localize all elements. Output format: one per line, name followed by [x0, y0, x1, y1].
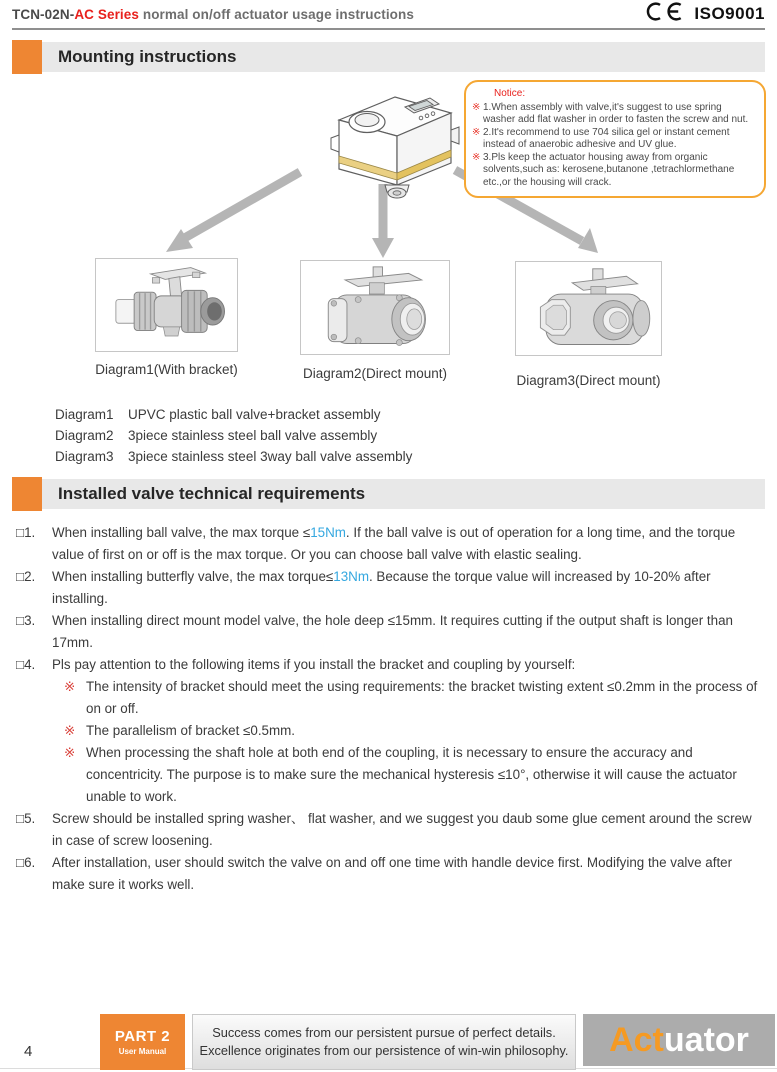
description-row: Diagram1 UPVC plastic ball valve+bracket assembly: [55, 407, 381, 422]
title-rest: normal on/off actuator usage instructions: [139, 6, 414, 22]
sub-list-item: ※ The intensity of bracket should meet the using requirements: the bracket twisting extent ≤0.2mm in the process of on or off.: [64, 676, 763, 720]
reference-mark-icon: ※: [472, 101, 481, 113]
checkbox-marker: □1.: [16, 525, 36, 540]
section-accent-square: [12, 40, 42, 74]
notice-box: [464, 80, 766, 198]
list-item: □5. Screw should be installed spring washer、 flat washer, and we suggest you daub some glue cement around the screw in case of screw loosening.: [16, 808, 763, 852]
actuator-image: [317, 80, 465, 205]
checkbox-marker: □6.: [16, 855, 36, 870]
part-sublabel: User Manual: [118, 1047, 167, 1056]
page-header: [12, 0, 765, 30]
notice-item: ※ 3.Pls keep the actuator housing away from organic solvents,such as: kerosene,butanone ,tetrachlormethane etc.,or the housing will crack.: [472, 151, 735, 188]
diagram2-box: [300, 260, 450, 355]
list-item: □2. When installing butterfly valve, the max torque≤13Nm. Because the torque value will increased by 10-20% after installing.: [16, 566, 763, 610]
valve1-image: [102, 263, 232, 347]
diagram2-label: Diagram2(Direct mount): [302, 366, 448, 381]
valve3-image: [522, 266, 656, 352]
part-badge: [100, 1014, 185, 1070]
model-code: TCN-02N-: [12, 6, 75, 22]
reference-mark-icon: ※: [64, 745, 76, 760]
slogan-line1: Success comes from our persistent pursue of perfect details.: [212, 1025, 556, 1040]
section-mounting-header: [12, 42, 765, 72]
notice-item: ※ 2.It's recommend to use 704 silica gel or instant cement instead of anaerobic adhesive and UV glue.: [472, 126, 730, 150]
reference-mark-icon: ※: [472, 151, 481, 163]
section-requirements-header: [12, 479, 765, 509]
checkbox-marker: □3.: [16, 613, 36, 628]
iso-label: ISO9001: [694, 4, 765, 23]
certification-marks: [646, 2, 765, 26]
diagram3-label: Diagram3(Direct mount): [516, 373, 661, 388]
notice-title: Notice:: [494, 88, 526, 99]
reference-mark-icon: ※: [472, 126, 481, 138]
checkbox-marker: □2.: [16, 569, 36, 584]
ce-mark-icon: [646, 2, 684, 26]
mounting-figure: [0, 76, 777, 396]
diagram-descriptions: [55, 404, 777, 467]
reference-mark-icon: ※: [64, 723, 76, 738]
arrow-down-left-icon: [166, 172, 300, 252]
brand-logo: [583, 1014, 775, 1066]
list-item: □3. When installing direct mount model valve, the hole deep ≤15mm. It requires cutting if the output shaft is longer than 17mm.: [16, 610, 763, 654]
description-row: Diagram2 3piece stainless steel ball valve assembly: [55, 428, 378, 443]
torque-value: 15Nm: [310, 525, 346, 540]
list-item: □1. When installing ball valve, the max torque ≤15Nm. If the ball valve is out of operation for a long time, and the torque value of first on or off is the max torque. Or you can choose ball valve with elastic sealing.: [16, 522, 763, 566]
slogan-line2: Excellence originates from our persistence of win-win philosophy.: [199, 1043, 569, 1058]
notice-item: ※ 1.When assembly with valve,it's suggest to use spring washer add flat washer in order to fasten the screw and nut.: [472, 101, 749, 125]
checkbox-marker: □5.: [16, 811, 36, 826]
list-item: □4. Pls pay attention to the following items if you install the bracket and coupling by yourself:: [16, 654, 763, 676]
list-item: □6. After installation, user should switch the valve on and off one time with handle device first. Modifying the valve after make sure it works well.: [16, 852, 763, 896]
section-title: Installed valve technical requirements: [58, 484, 366, 503]
section-title: Mounting instructions: [58, 47, 237, 66]
document-title: [12, 7, 414, 22]
diagram1-label: Diagram1(With bracket): [95, 362, 238, 377]
page-number: 4: [24, 1043, 33, 1060]
part-label: PART 2: [114, 1028, 171, 1045]
requirements-list: [16, 522, 763, 896]
logo-act-part: Act: [609, 1020, 664, 1059]
reference-mark-icon: ※: [64, 679, 76, 694]
logo-uator-part: uator: [663, 1020, 749, 1059]
section-accent-square: [12, 477, 42, 511]
description-row: Diagram3 3piece stainless steel 3way ball valve assembly: [55, 449, 413, 464]
valve2-image: [307, 265, 443, 351]
slogan-box: [192, 1014, 576, 1070]
series-name: AC Series: [74, 6, 139, 22]
sub-list-item: ※ When processing the shaft hole at both end of the coupling, it is necessary to ensure the accuracy and concentricity. The purpose is to make sure the mechanical hysteresis ≤10°, otherwise it will cause the actuator unable to work.: [64, 742, 763, 808]
sub-list-item: ※ The parallelism of bracket ≤0.5mm.: [64, 720, 763, 742]
diagram3-box: [515, 261, 662, 356]
torque-value: 13Nm: [333, 569, 369, 584]
checkbox-marker: □4.: [16, 657, 36, 672]
diagram1-box: [95, 258, 238, 352]
